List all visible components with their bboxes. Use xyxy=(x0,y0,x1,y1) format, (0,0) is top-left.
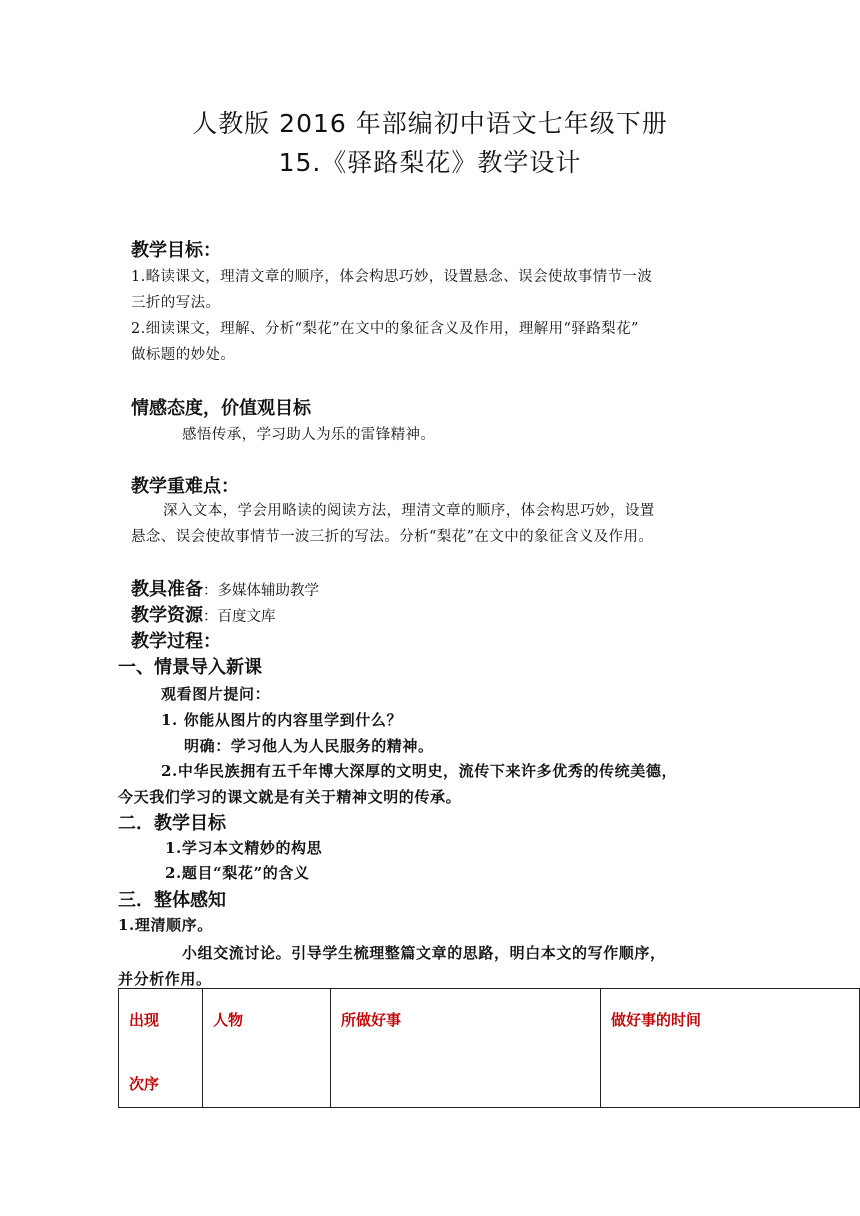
objective-2-line1: 2.细读课文，理解、分析“梨花”在文中的象征含义及作用，理解用“驿路梨花” xyxy=(131,321,639,337)
section3-text-line2: 并分析作用。 xyxy=(118,970,212,988)
section3-heading: 三．整体感知 xyxy=(118,890,226,911)
key-points-line2: 悬念、误会使故事情节一波三折的写法。分析“梨花”在文中的象征含义及作用。 xyxy=(131,529,654,545)
key-points-line1: 深入文本，学会用略读的阅读方法，理清文章的顺序，体会构思巧妙，设置 xyxy=(163,503,655,519)
table-header-deed-label: 所做好事 xyxy=(341,1011,402,1029)
section2-heading: 二．教学目标 xyxy=(118,813,226,834)
table-header-order-line1: 出现 xyxy=(129,1011,160,1029)
section1-intro: 观看图片提问： xyxy=(161,685,271,703)
document-title-line2: 15.《驿路梨花》教学设计 xyxy=(278,148,582,177)
section1-question1: 1. 你能从图片的内容里学到什么？ xyxy=(161,711,403,729)
section3-subheading: 1.理清顺序。 xyxy=(118,916,213,934)
table-header-order-line2: 次序 xyxy=(129,1075,160,1093)
table-header-person xyxy=(203,989,331,1108)
objective-2-line2: 做标题的妙处。 xyxy=(131,347,236,363)
table-header-row xyxy=(119,989,860,1108)
section1-question2-line1: 2.中华民族拥有五千年博大深厚的文明史，流传下来许多优秀的传统美德， xyxy=(161,762,678,780)
process-heading: 教学过程： xyxy=(131,631,221,652)
table-header-time xyxy=(601,989,860,1108)
tools-label: 教具准备 xyxy=(131,579,203,600)
key-points-heading: 教学重难点： xyxy=(131,476,239,497)
resources-value: 百度文库 xyxy=(217,609,276,625)
section3-text-line1: 小组交流讨论。引导学生梳理整篇文章的思路，明白本文的写作顺序， xyxy=(182,944,666,962)
section2-item2: 2.题目“梨花”的含义 xyxy=(165,864,310,882)
table-header-person-label: 人物 xyxy=(213,1011,244,1029)
section1-question2-line2: 今天我们学习的课文就是有关于精神文明的传承。 xyxy=(118,788,462,806)
objective-1-line1: 1.略读课文，理清文章的顺序，体会构思巧妙，设置悬念、误会使故事情节一波 xyxy=(131,269,653,285)
good-deeds-table xyxy=(118,988,860,1108)
values-goal-text: 感悟传承，学习助人为乐的雷锋精神。 xyxy=(182,427,436,443)
section1-heading: 一、情景导入新课 xyxy=(118,657,262,678)
table-header-time-label: 做好事的时间 xyxy=(611,1011,702,1029)
tools-value: 多媒体辅助教学 xyxy=(217,583,319,599)
table-header-deed xyxy=(331,989,601,1108)
section1-answer1: 明确：学习他人为人民服务的精神。 xyxy=(184,737,434,755)
document-title-line1: 人教版 2016 年部编初中语文七年级下册 xyxy=(192,109,668,138)
objective-1-line2: 三折的写法。 xyxy=(131,295,221,311)
table-header-order xyxy=(119,989,203,1108)
section2-item1: 1.学习本文精妙的构思 xyxy=(165,839,323,857)
tools-row xyxy=(131,575,319,601)
resources-label: 教学资源 xyxy=(131,605,203,626)
tools-colon: ： xyxy=(203,583,218,599)
resources-row xyxy=(131,601,276,627)
values-goal-heading: 情感态度，价值观目标 xyxy=(131,398,311,419)
resources-colon: ： xyxy=(203,609,218,625)
objectives-heading: 教学目标： xyxy=(131,240,221,261)
